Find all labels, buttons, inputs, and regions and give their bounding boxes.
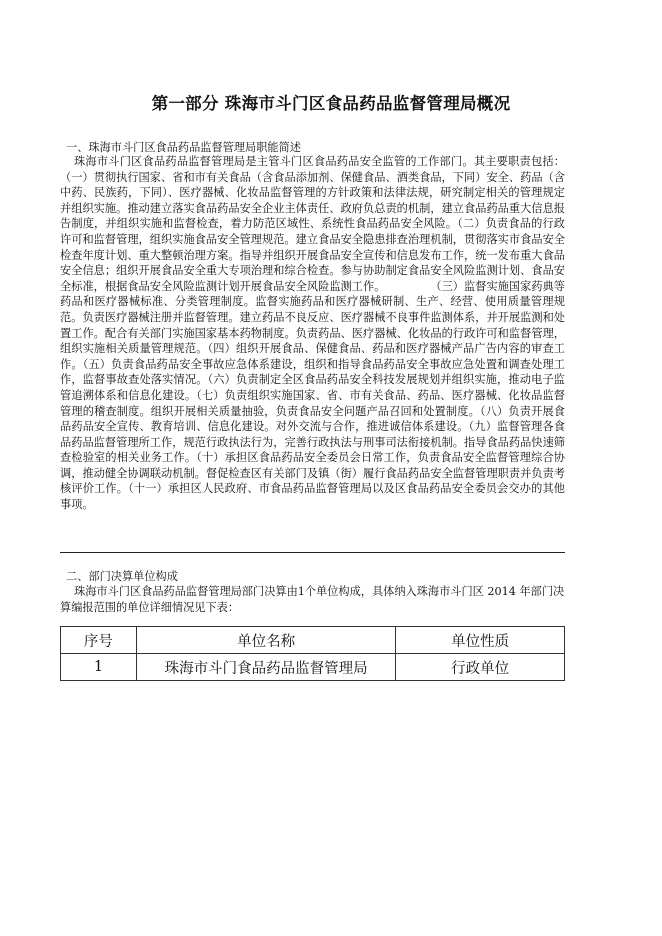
section-divider <box>60 552 565 553</box>
cell-index: 1 <box>61 654 137 681</box>
header-unit-type: 单位性质 <box>396 627 565 654</box>
table-header-row <box>61 627 565 654</box>
table-row <box>61 654 565 681</box>
section1-heading: 一、珠海市斗门区食品药品监督管理局职能简述 <box>66 141 301 154</box>
section1-body: 珠海市斗门区食品药品监督管理局是主管斗门区食品药品安全监管的工作部门。其主要职责包括：（一）贯彻执行国家、省和市有关食品（含食品添加剂、保健食品、酒类食品，下同）安全、药品（含中药、民族药，下同）、医疗器械、化妆品监督管理的方针政策和法律法规，研究制定相关的管理规定并组织实施。推动建立落实食品药品安全企业主体责任、政府负总责的机制，建立食品药品重大信息报告制度，并组织实施和监督检查，着力防范区域性、系统性食品药品安全风险。（二）负责食品的行政许可和监督管理，组织实施食品安全管理规范。建立食品安全隐患排查治理机制，贯彻落实市食品安全检查年度计划、重大整顿治理方案。指导并组织开展食品安全宣传和信息发布工作，统一发布重大食品安全信息；组织开展食品安全重大专项治理和综合检查。参与协助制定食品安全风险监测计划、食品安全标准，根据食品安全风险监测计划开展食品安全风险监测工作。 （三）监督实施国家药典等药品和医疗器械标准、分类管理制度。监督实施药品和医疗器械研制、生产、经营、使用质量管理规范。负责医疗器械注册并监督管理。建立药品不良反应、医疗器械不良事件监测体系，并开展监测和处置工作。配合有关部门实施国家基本药物制度。负责药品、医疗器械、化妆品的行政许可和监督管理，组织实施相关质量管理规范。（四）组织开展食品、保健食品、药品和医疗器械产品广告内容的审查工作。（五）负责食品药品安全事故应急体系建设，组织和指导食品药品安全事故应急处置和调查处理工作，监督事故查处落实情况。（六）负责制定全区食品药品安全科技发展规划并组织实施，推动电子监管追溯体系和信息化建设。（七）负责组织实施国家、省、市有关食品、药品、医疗器械、化妆品监督管理的稽查制度。组织开展相关质量抽验，负责食品安全问题产品召回和处置制度。（八）负责开展食品药品安全宣传、教育培训、信息化建设。对外交流与合作，推进诚信体系建设。（九）监督管理各食品药品监督管理所工作，规范行政执法行为，完善行政执法与刑事司法衔接机制。指导食品药品快速筛查检验室的相关业务工作。（十）承担区食品药品安全委员会日常工作，负责食品安全监督管理综合协调，推动健全协调联动机制。督促检查区有关部门及镇（街）履行食品药品安全监督管理职责并负责考核评价工作。（十一）承担区人民政府、市食品药品监督管理局以及区食品药品安全委员会交办的其他事项。 <box>60 155 565 512</box>
cell-unit-name: 珠海市斗门食品药品监督管理局 <box>136 654 395 681</box>
header-index: 序号 <box>61 627 137 654</box>
section2-heading: 二、部门决算单位构成 <box>66 570 178 583</box>
section2-body: 珠海市斗门区食品药品监督管理局部门决算由1个单位构成，具体纳入珠海市斗门区 2014 年部门决算编报范围的单位详细情况见下表： <box>60 585 565 614</box>
unit-table <box>60 626 565 681</box>
page-title: 第一部分 珠海市斗门区食品药品监督管理局概况 <box>151 94 511 113</box>
header-unit-name: 单位名称 <box>136 627 395 654</box>
cell-unit-type: 行政单位 <box>396 654 565 681</box>
